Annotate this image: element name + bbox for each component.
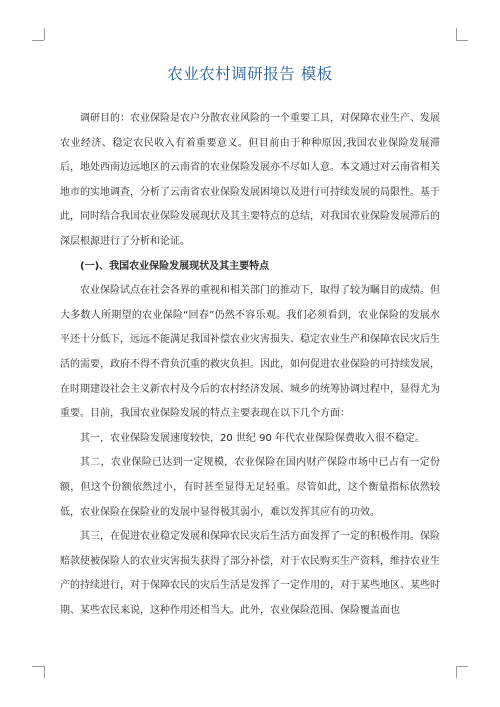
paragraph-point-two: 其二，农业保险已达到一定规模，农业保险在国内财产保险市场中已占有一定份额，但这个份额依然过小，有时甚至显得无足轻重。尽管如此，这个衡量指标依然较低，农业保险在保险业的发展中显得极其弱小，难以发挥其应有的功效。	[60, 457, 440, 518]
paragraph-point-three: 其三，在促进农业稳定发展和保障农民灾后生活方面发挥了一定的积极作用。保险赔款使被保险人的农业灾害损失获得了部分补偿，对于农民购买生产资料，维持农业生产的持续进行，对于保障农民的灾后生活是发挥了一定作用的，对于某些地区、某些时期、某些农民来说，这种作用还相当大。此外，农业保险范围、保险覆盖面也	[60, 531, 440, 616]
crop-mark-bottom-right-v	[456, 666, 457, 678]
document-title: 农业农村调研报告 模板	[167, 65, 333, 83]
paragraph-status: 农业保险试点在社会各界的重视和相关部门的推动下，取得了较为瞩目的成绩。但大多数人所期望的农业保险“回春”仍然不容乐观。我们必须看到，农业保险的发展水平还十分低下，远远不能满足我国补偿农业灾害损失、稳定农业生产和保障农民灾后生活的需要，政府不得不背负沉重的救灾负担。因此，如何促进农业保险的可持续发展，在时期建设社会主义新农村及今后的农村经济发展、城乡的统筹协调过程中，显得尤为重要。目前，我国农业保险发展的特点主要表现在以下几个方面：	[60, 285, 440, 420]
crop-mark-top-left-v	[44, 28, 45, 40]
paragraph-purpose: 调研目的：农业保险是农户分散农业风险的一个重要工具，对保障农业生产、发展农业经济、稳定农民收入有着重要意义。但目前由于种种原因,我国农业保险发展滞后，地处西南边远地区的云南省的农业保险发展亦不尽如人意。本文通过对云南省相关地市的实地调查，分析了云南省农业保险发展困境以及进行可持续发展的局限性。基于此，同时结合我国农业保险发展现状及其主要特点的总结，对我国农业保险发展滞后的深层根源进行了分析和论证。	[60, 113, 440, 247]
document-body	[60, 107, 440, 623]
crop-mark-bottom-left-v	[44, 666, 45, 678]
crop-mark-top-left-h	[32, 40, 44, 41]
crop-mark-bottom-right-h	[456, 666, 468, 667]
section-heading: (一)、我国农业保险发展现状及其主要特点	[80, 260, 270, 272]
crop-mark-top-right-h	[456, 40, 468, 41]
crop-mark-bottom-left-h	[32, 666, 44, 667]
crop-mark-top-right-v	[456, 28, 457, 40]
paragraph-point-one: 其一，农业保险发展速度较快，20 世纪 90 年代农业保险保费收入很不稳定。	[80, 432, 425, 444]
